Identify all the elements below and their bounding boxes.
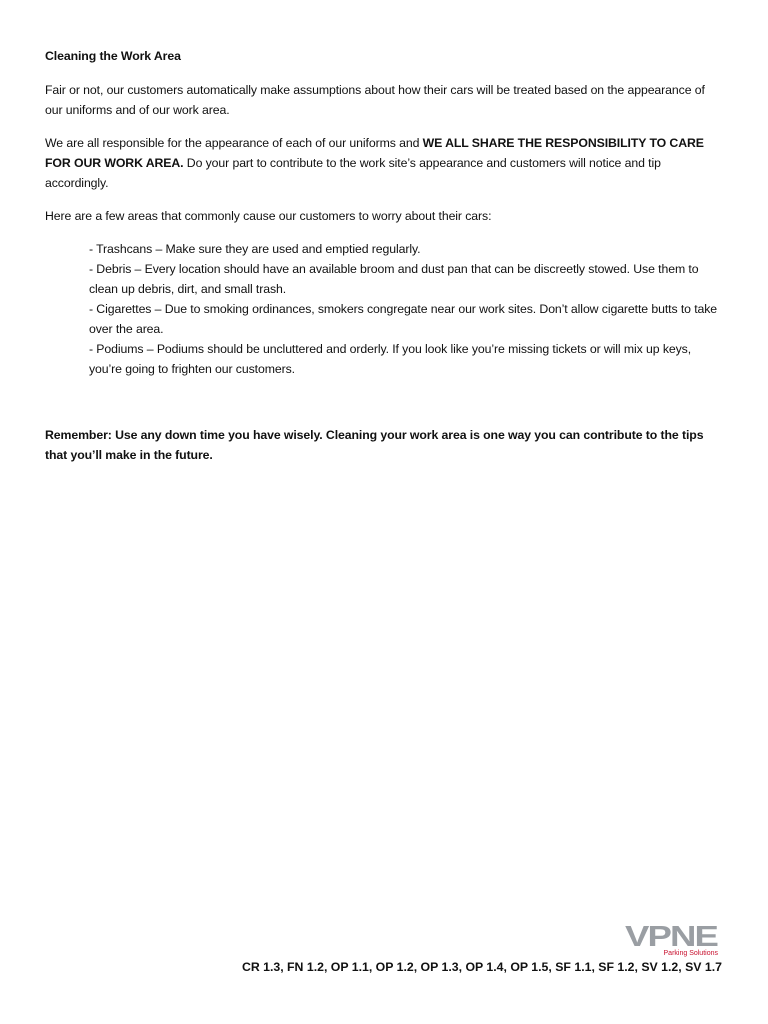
list-item-trashcans: - Trashcans – Make sure they are used and emptied regularly. [89, 242, 421, 256]
paragraph-intro: Fair or not, our customers automatically make assumptions about how their cars will be treated based on the appearance of our uniforms and of our work area. [45, 83, 705, 117]
list-item-debris: - Debris – Every location should have an available broom and dust pan that can be discreetly stowed. Use them to clean up debris, dirt, and small trash. [89, 262, 699, 296]
paragraph-areas-intro: Here are a few areas that commonly cause our customers to worry about their cars: [45, 209, 492, 223]
concern-list [89, 239, 725, 379]
vpne-logo [625, 920, 720, 958]
document-body [45, 46, 725, 478]
standards-codes: CR 1.3, FN 1.2, OP 1.1, OP 1.2, OP 1.3, OP 1.4, OP 1.5, SF 1.1, SF 1.2, SV 1.2, SV 1.7 [241, 960, 722, 974]
document-title: Cleaning the Work Area [45, 49, 181, 63]
list-item-cigarettes: - Cigarettes – Due to smoking ordinances, smokers congregate near our work sites. Don’t allow cigarette butts to take over the area. [89, 302, 718, 336]
paragraph-responsibility [45, 133, 725, 193]
logo-wordmark: VPNE [625, 921, 719, 953]
remember-note: Remember: Use any down time you have wisely. Cleaning your work area is one way you can contribute to the tips that you’ll make in the future. [45, 428, 704, 462]
paragraph-responsibility-emphasis: WE ALL SHARE THE RESPONSIBILITY TO CARE FOR OUR WORK AREA. [45, 136, 704, 170]
paragraph-responsibility-part2: Do your part to contribute to the work site’s appearance and customers will notice and tip accordingly. [45, 156, 661, 190]
list-item-podiums: - Podiums – Podiums should be uncluttered and orderly. If you look like you’re missing tickets or will mix up keys, you’re going to frighten our customers. [89, 342, 692, 376]
paragraph-responsibility-part1: We are all responsible for the appearance of each of our uniforms and [45, 136, 423, 150]
logo-subtext: Parking Solutions [663, 950, 718, 957]
